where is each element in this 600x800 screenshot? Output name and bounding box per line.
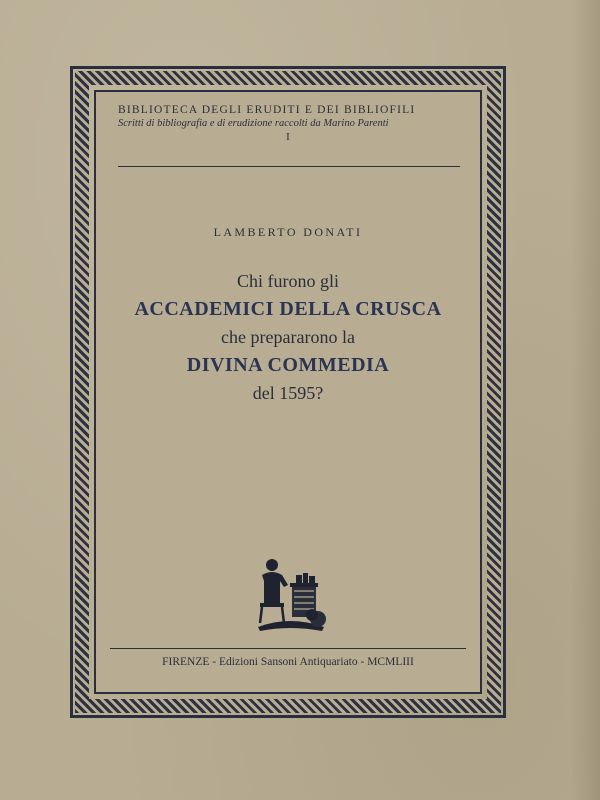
imprint-rule — [110, 648, 466, 649]
title-line-2: ACCADEMICI DELLA CRUSCA — [134, 298, 442, 320]
series-title: BIBLIOTECA DEGLI ERUDITI E DEI BIBLIOFILI — [118, 104, 416, 116]
header-rule — [118, 166, 460, 167]
series-subtitle: Scritti di bibliografia e di erudizione raccolti da Marino Parenti — [118, 118, 389, 129]
scholar-at-desk-emblem-icon — [250, 545, 330, 635]
title-line-3: che prepararono la — [221, 327, 355, 347]
cover-edge-shadow — [570, 0, 600, 800]
book-title — [94, 268, 482, 406]
title-line-4: DIVINA COMMEDIA — [186, 354, 390, 376]
title-line-1: Chi furono gli — [237, 271, 339, 291]
series-header — [118, 104, 458, 143]
publisher-imprint: FIRENZE - Edizioni Sansoni Antiquariato - MCMLIII — [162, 656, 414, 668]
title-line-5: del 1595? — [252, 383, 324, 403]
series-number: I — [286, 131, 290, 143]
author-name: LAMBERTO DONATI — [213, 225, 363, 239]
